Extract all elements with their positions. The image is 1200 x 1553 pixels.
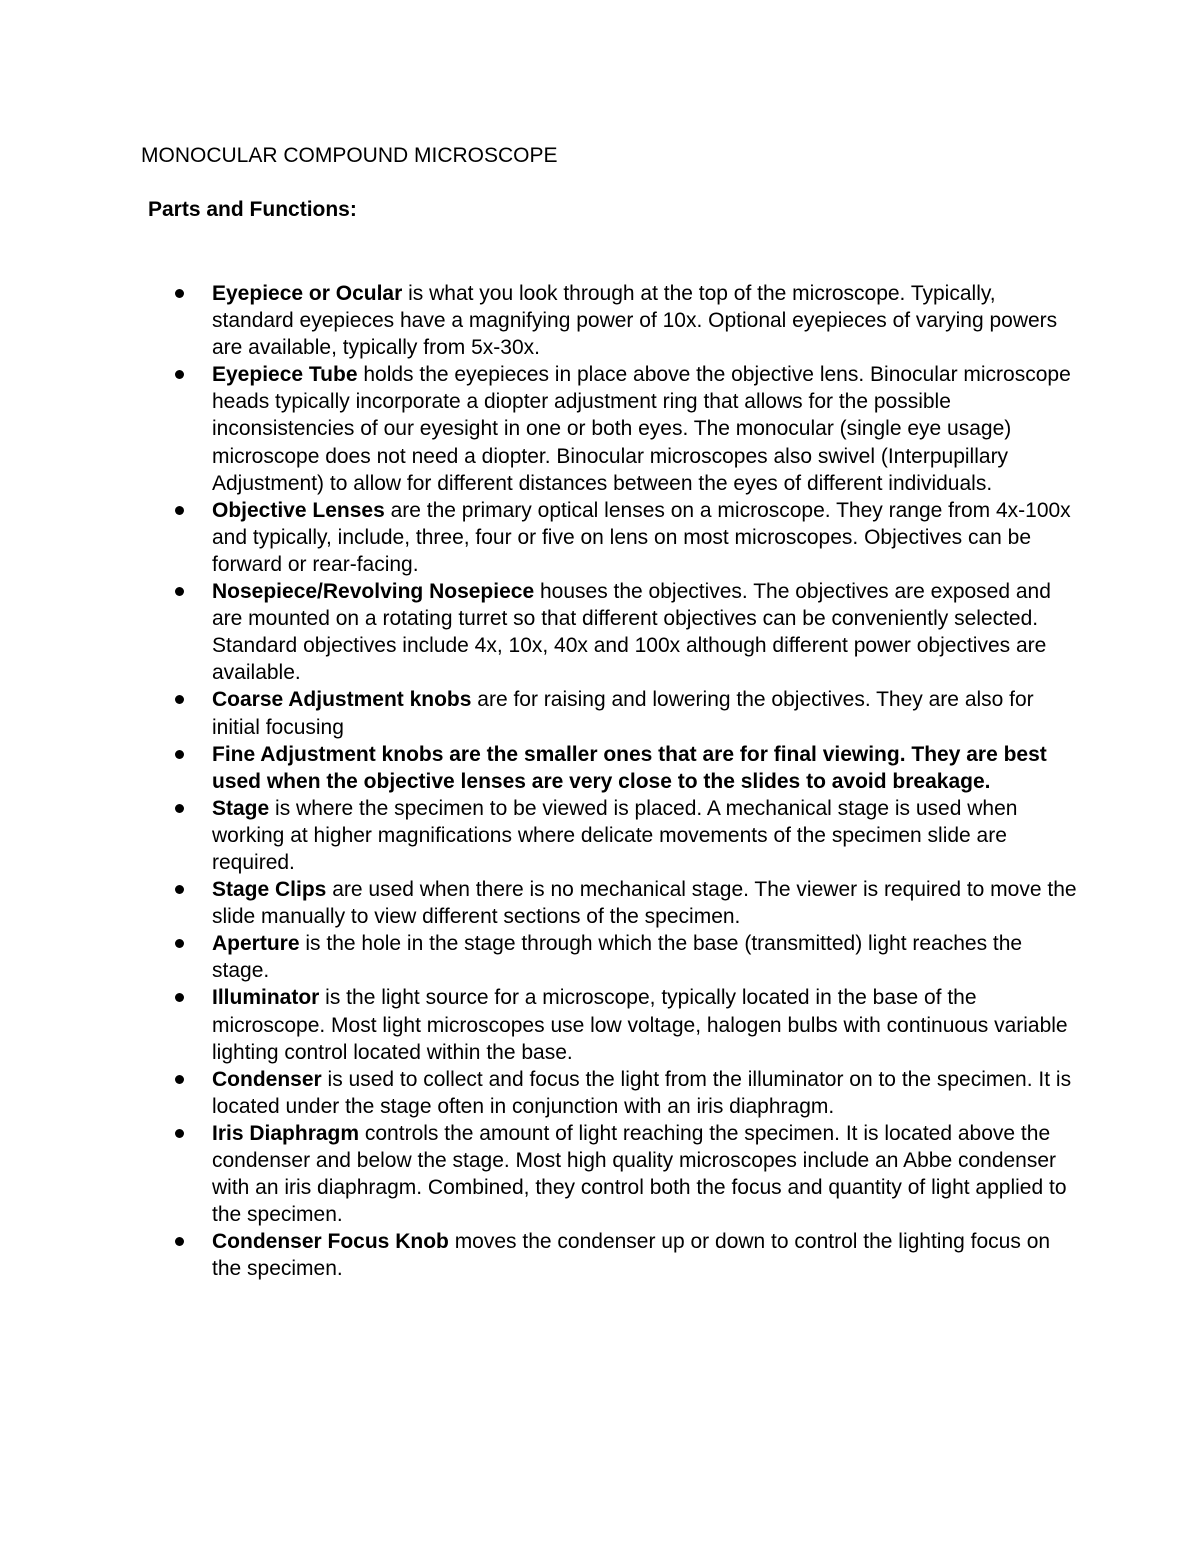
bullet-icon [175, 750, 184, 759]
section-heading: Parts and Functions: [148, 198, 357, 221]
part-description: is where the specimen to be viewed is placed. A mechanical stage is used when working at higher magnifications where delicate movements of the specimen slide are required. [212, 796, 1018, 874]
list-item [212, 1228, 1082, 1282]
part-term: Iris Diaphragm [212, 1121, 360, 1145]
part-description: controls the amount of light reaching the specimen. It is located above the condenser and below the stage. Most high quality microscopes include an Abbe condenser with an iris diaphragm. Combined, they control both the focus and quantity of light applied to the specimen. [212, 1121, 1067, 1227]
part-description: holds the eyepieces in place above the objective lens. Binocular microscope heads typically incorporate a diopter adjustment ring that allows for the possible inconsistencies of our eyesight in one or both eyes. The monocular (single eye usage) microscope does not need a diopter. Binocular microscopes also swivel (Interpupillary Adjustment) to allow for different distances between the eyes of different individuals. [212, 363, 1071, 495]
bullet-icon [175, 1129, 184, 1138]
part-term: Stage [212, 796, 270, 820]
part-term: Eyepiece Tube [212, 363, 358, 387]
list-item [212, 578, 1082, 686]
part-term: Eyepiece or Ocular [212, 282, 403, 305]
bullet-icon [175, 1075, 184, 1084]
bullet-icon [175, 804, 184, 813]
part-description: are the primary optical lenses on a microscope. They range from 4x-100x and typically, include, three, four or five on lens on most microscopes. Objectives can be forward or rear-facing. [212, 498, 1071, 576]
part-description: is the hole in the stage through which the base (transmitted) light reaches the stage. [212, 932, 1023, 983]
part-description: are for raising and lowering the objectives. They are also for initial focusing [212, 688, 1034, 739]
parts-list [212, 280, 1082, 1282]
part-term: Condenser [212, 1067, 322, 1091]
part-description: moves the condenser up or down to control the lighting focus on the specimen. [212, 1230, 1051, 1281]
bullet-icon [175, 1237, 184, 1246]
part-description: is what you look through at the top of the microscope. Typically, standard eyepieces have a magnifying power of 10x. Optional eyepieces of varying powers are available, typically from 5x-30x. [212, 282, 1058, 360]
bullet-icon [175, 370, 184, 379]
part-term: Fine Adjustment knobs [212, 742, 444, 766]
list-item [212, 280, 1082, 361]
part-description: houses the objectives. The objectives are exposed and are mounted on a rotating turret so that different objectives can be conveniently selected. Standard objectives include 4x, 10x, 40x and 100x although different power objectives are available. [212, 580, 1051, 685]
part-description: is used to collect and focus the light from the illuminator on to the specimen. It is located under the stage often in conjunction with an iris diaphragm. [212, 1067, 1072, 1118]
list-item [212, 741, 1082, 795]
list-item [212, 497, 1082, 578]
bullet-icon [175, 506, 184, 515]
list-item [212, 1066, 1082, 1120]
list-item [212, 984, 1082, 1065]
list-item [212, 686, 1082, 740]
part-description: is the light source for a microscope, typically located in the base of the microscope. Most light microscopes use low voltage, halogen bulbs with continuous variable lighting control located within the base. [212, 986, 1068, 1064]
list-item [212, 795, 1082, 876]
document-title: MONOCULAR COMPOUND MICROSCOPE [141, 144, 558, 167]
part-term: Nosepiece/Revolving Nosepiece [212, 580, 535, 604]
list-item [212, 361, 1082, 496]
part-term: Condenser Focus Knob [212, 1230, 449, 1254]
bullet-icon [175, 885, 184, 894]
part-term: Stage Clips [212, 878, 327, 902]
part-term: Aperture [212, 932, 300, 956]
list-item [212, 930, 1082, 984]
part-description: are used when there is no mechanical stage. The viewer is required to move the slide manually to view different sections of the specimen. [212, 878, 1077, 929]
part-term: Coarse Adjustment knobs [212, 688, 472, 712]
bullet-icon [175, 587, 184, 596]
part-term: Objective Lenses [212, 498, 385, 522]
bullet-icon [175, 695, 184, 704]
bullet-icon [175, 289, 184, 298]
part-description: are the smaller ones that are for final viewing. They are best used when the objective lenses are very close to the slides to avoid breakage. [212, 742, 1047, 793]
list-item [212, 876, 1082, 930]
list-item [212, 1120, 1082, 1228]
bullet-icon [175, 993, 184, 1002]
part-term: Illuminator [212, 986, 320, 1010]
bullet-icon [175, 939, 184, 948]
